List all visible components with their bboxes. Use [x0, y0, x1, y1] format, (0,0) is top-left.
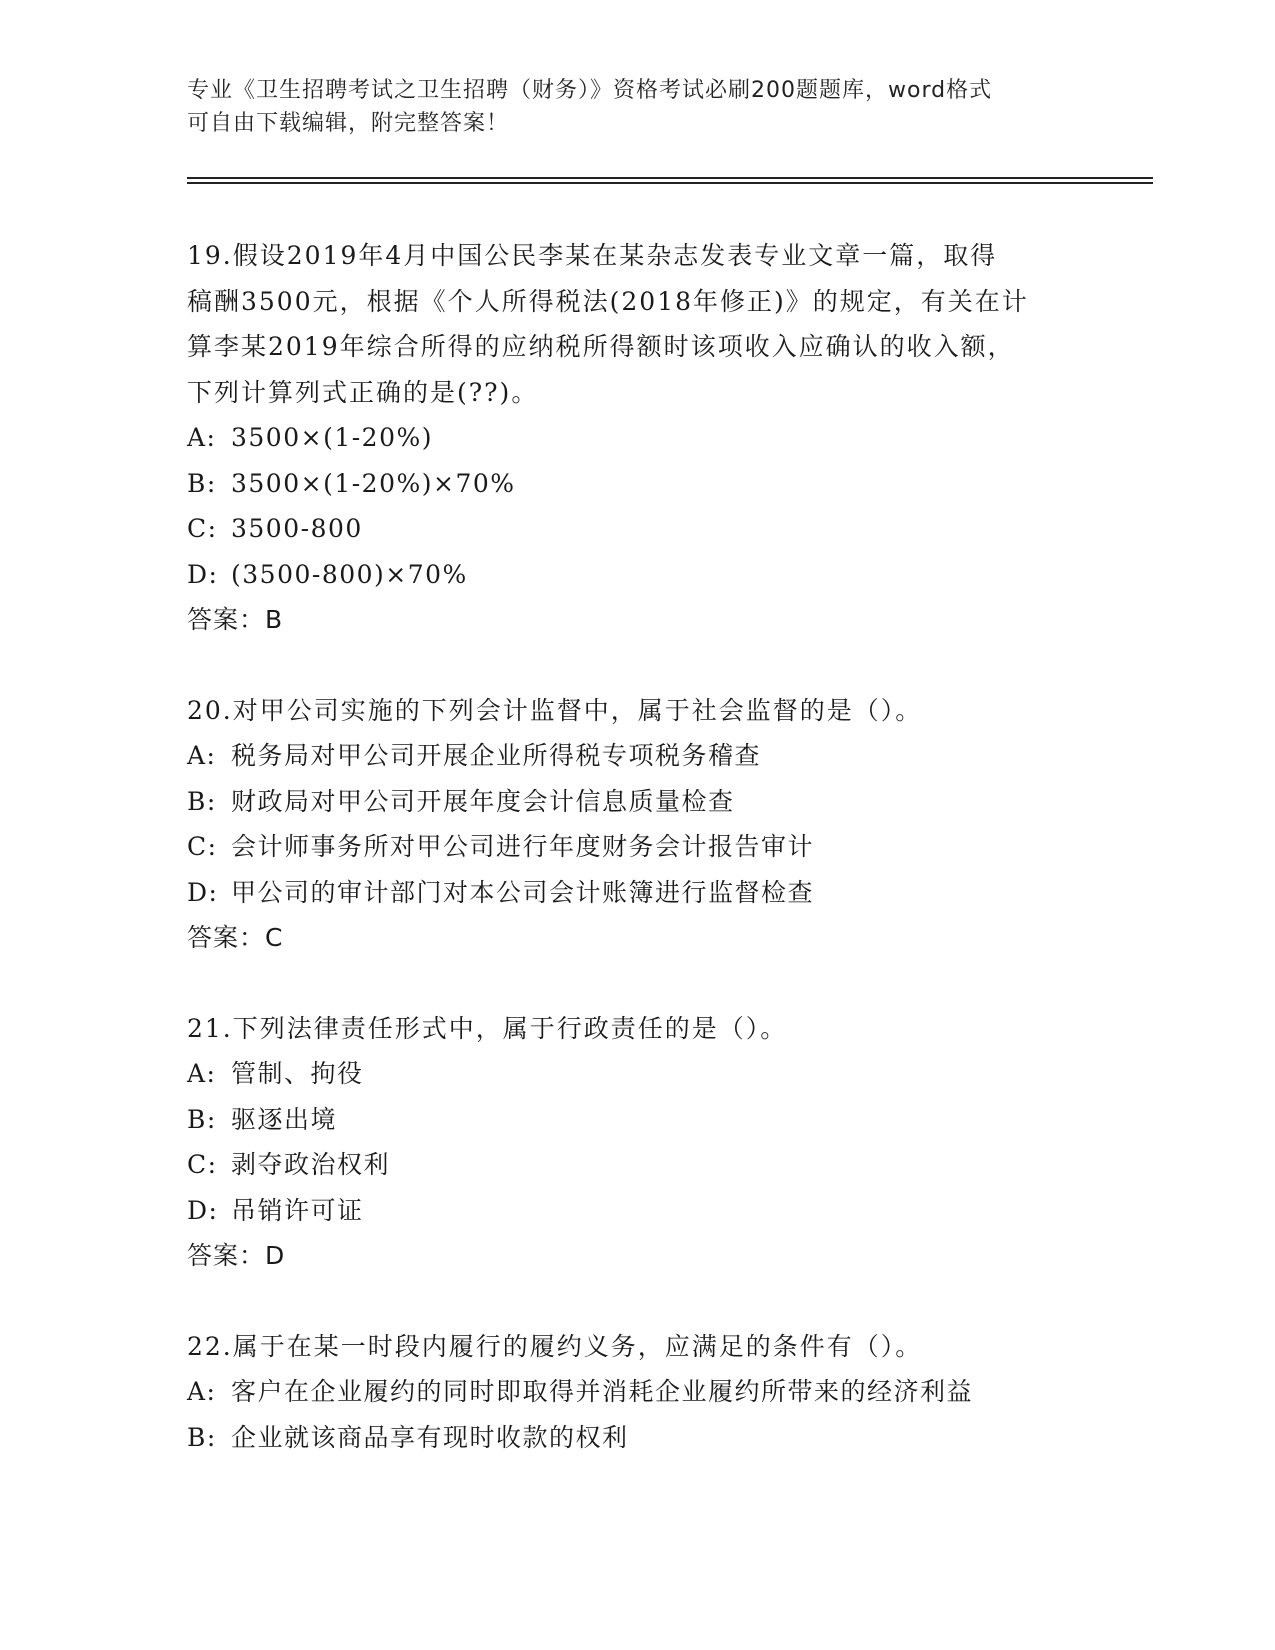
option-label: A:: [187, 1377, 217, 1406]
option-text: 会计师事务所对甲公司进行年度财务会计报告审计: [231, 832, 815, 861]
stem-line: 22.属于在某一时段内履行的履约义务，应满足的条件有（）。: [187, 1331, 923, 1361]
question-19: [187, 233, 1087, 643]
option-label: B:: [187, 786, 217, 816]
option-text: 驱逐出境: [231, 1104, 338, 1134]
question-stem: [187, 1006, 1087, 1052]
option-label: A:: [187, 1059, 217, 1088]
option-label: D:: [187, 1195, 219, 1225]
option-text: 3500-800: [231, 514, 363, 543]
question-stem: [187, 688, 1087, 734]
option-a: [187, 415, 1087, 461]
question-list: [187, 233, 1087, 1505]
option-b: [187, 1415, 1087, 1461]
header-divider-bottom: [187, 182, 1153, 184]
option-text: (3500-800)×70%: [231, 559, 468, 589]
option-label: C:: [187, 1150, 218, 1179]
question-20: [187, 688, 1087, 961]
question-21: [187, 1006, 1087, 1279]
option-c: [187, 1142, 1087, 1188]
option-text: 税务局对甲公司开展企业所得税专项税务稽查: [231, 741, 762, 770]
option-label: C:: [187, 832, 218, 861]
option-text: 剥夺政治权利: [231, 1150, 391, 1179]
header-divider-top: [187, 177, 1153, 179]
option-text: 财政局对甲公司开展年度会计信息质量检查: [231, 786, 735, 816]
question-stem: [187, 1324, 1087, 1370]
option-text: 甲公司的审计部门对本公司会计账簿进行监督检查: [231, 877, 815, 907]
option-label: B:: [187, 1104, 217, 1134]
option-label: D:: [187, 877, 219, 907]
option-d: [187, 552, 1087, 598]
document-header: [187, 74, 1067, 140]
option-d: [187, 1188, 1087, 1234]
answer: 答案：B: [187, 605, 284, 634]
option-text: 3500×(1-20%): [231, 423, 433, 452]
option-label: C:: [187, 514, 218, 543]
option-d: [187, 870, 1087, 916]
option-b: [187, 461, 1087, 507]
option-c: [187, 824, 1087, 870]
header-line-2: 可自由下载编辑，附完整答案！: [187, 111, 510, 136]
option-label: A:: [187, 423, 217, 452]
option-a: [187, 1369, 1087, 1415]
option-text: 企业就该商品享有现时收款的权利: [231, 1422, 629, 1452]
option-text: 吊销许可证: [231, 1195, 364, 1225]
option-text: 3500×(1-20%)×70%: [231, 468, 516, 498]
option-label: B:: [187, 1422, 217, 1452]
option-a: [187, 733, 1087, 779]
option-b: [187, 779, 1087, 825]
option-text: 管制、拘役: [231, 1059, 364, 1088]
stem-line: 下列计算列式正确的是(??)。: [187, 377, 539, 407]
stem-line: 算李某2019年综合所得的应纳税所得额时该项收入应确认的收入额，: [187, 332, 1015, 361]
option-b: [187, 1097, 1087, 1143]
answer: 答案：D: [187, 1241, 286, 1270]
option-text: 客户在企业履约的同时即取得并消耗企业履约所带来的经济利益: [231, 1377, 974, 1406]
question-stem: [187, 233, 1087, 415]
stem-line: 稿酬3500元，根据《个人所得税法(2018年修正)》的规定，有关在计: [187, 286, 1029, 316]
option-label: A:: [187, 741, 217, 770]
stem-line: 19.假设2019年4月中国公民李某在某杂志发表专业文章一篇，取得: [187, 241, 998, 270]
option-c: [187, 506, 1087, 552]
answer: 答案：C: [187, 923, 284, 952]
option-label: D:: [187, 559, 219, 589]
option-label: B:: [187, 468, 217, 498]
stem-line: 21.下列法律责任形式中，属于行政责任的是（）。: [187, 1013, 788, 1043]
option-a: [187, 1051, 1087, 1097]
header-line-1: 专业《卫生招聘考试之卫生招聘（财务）》资格考试必刷200题题库，word格式: [187, 78, 993, 103]
question-22: [187, 1324, 1087, 1461]
stem-line: 20.对甲公司实施的下列会计监督中，属于社会监督的是（）。: [187, 695, 923, 725]
